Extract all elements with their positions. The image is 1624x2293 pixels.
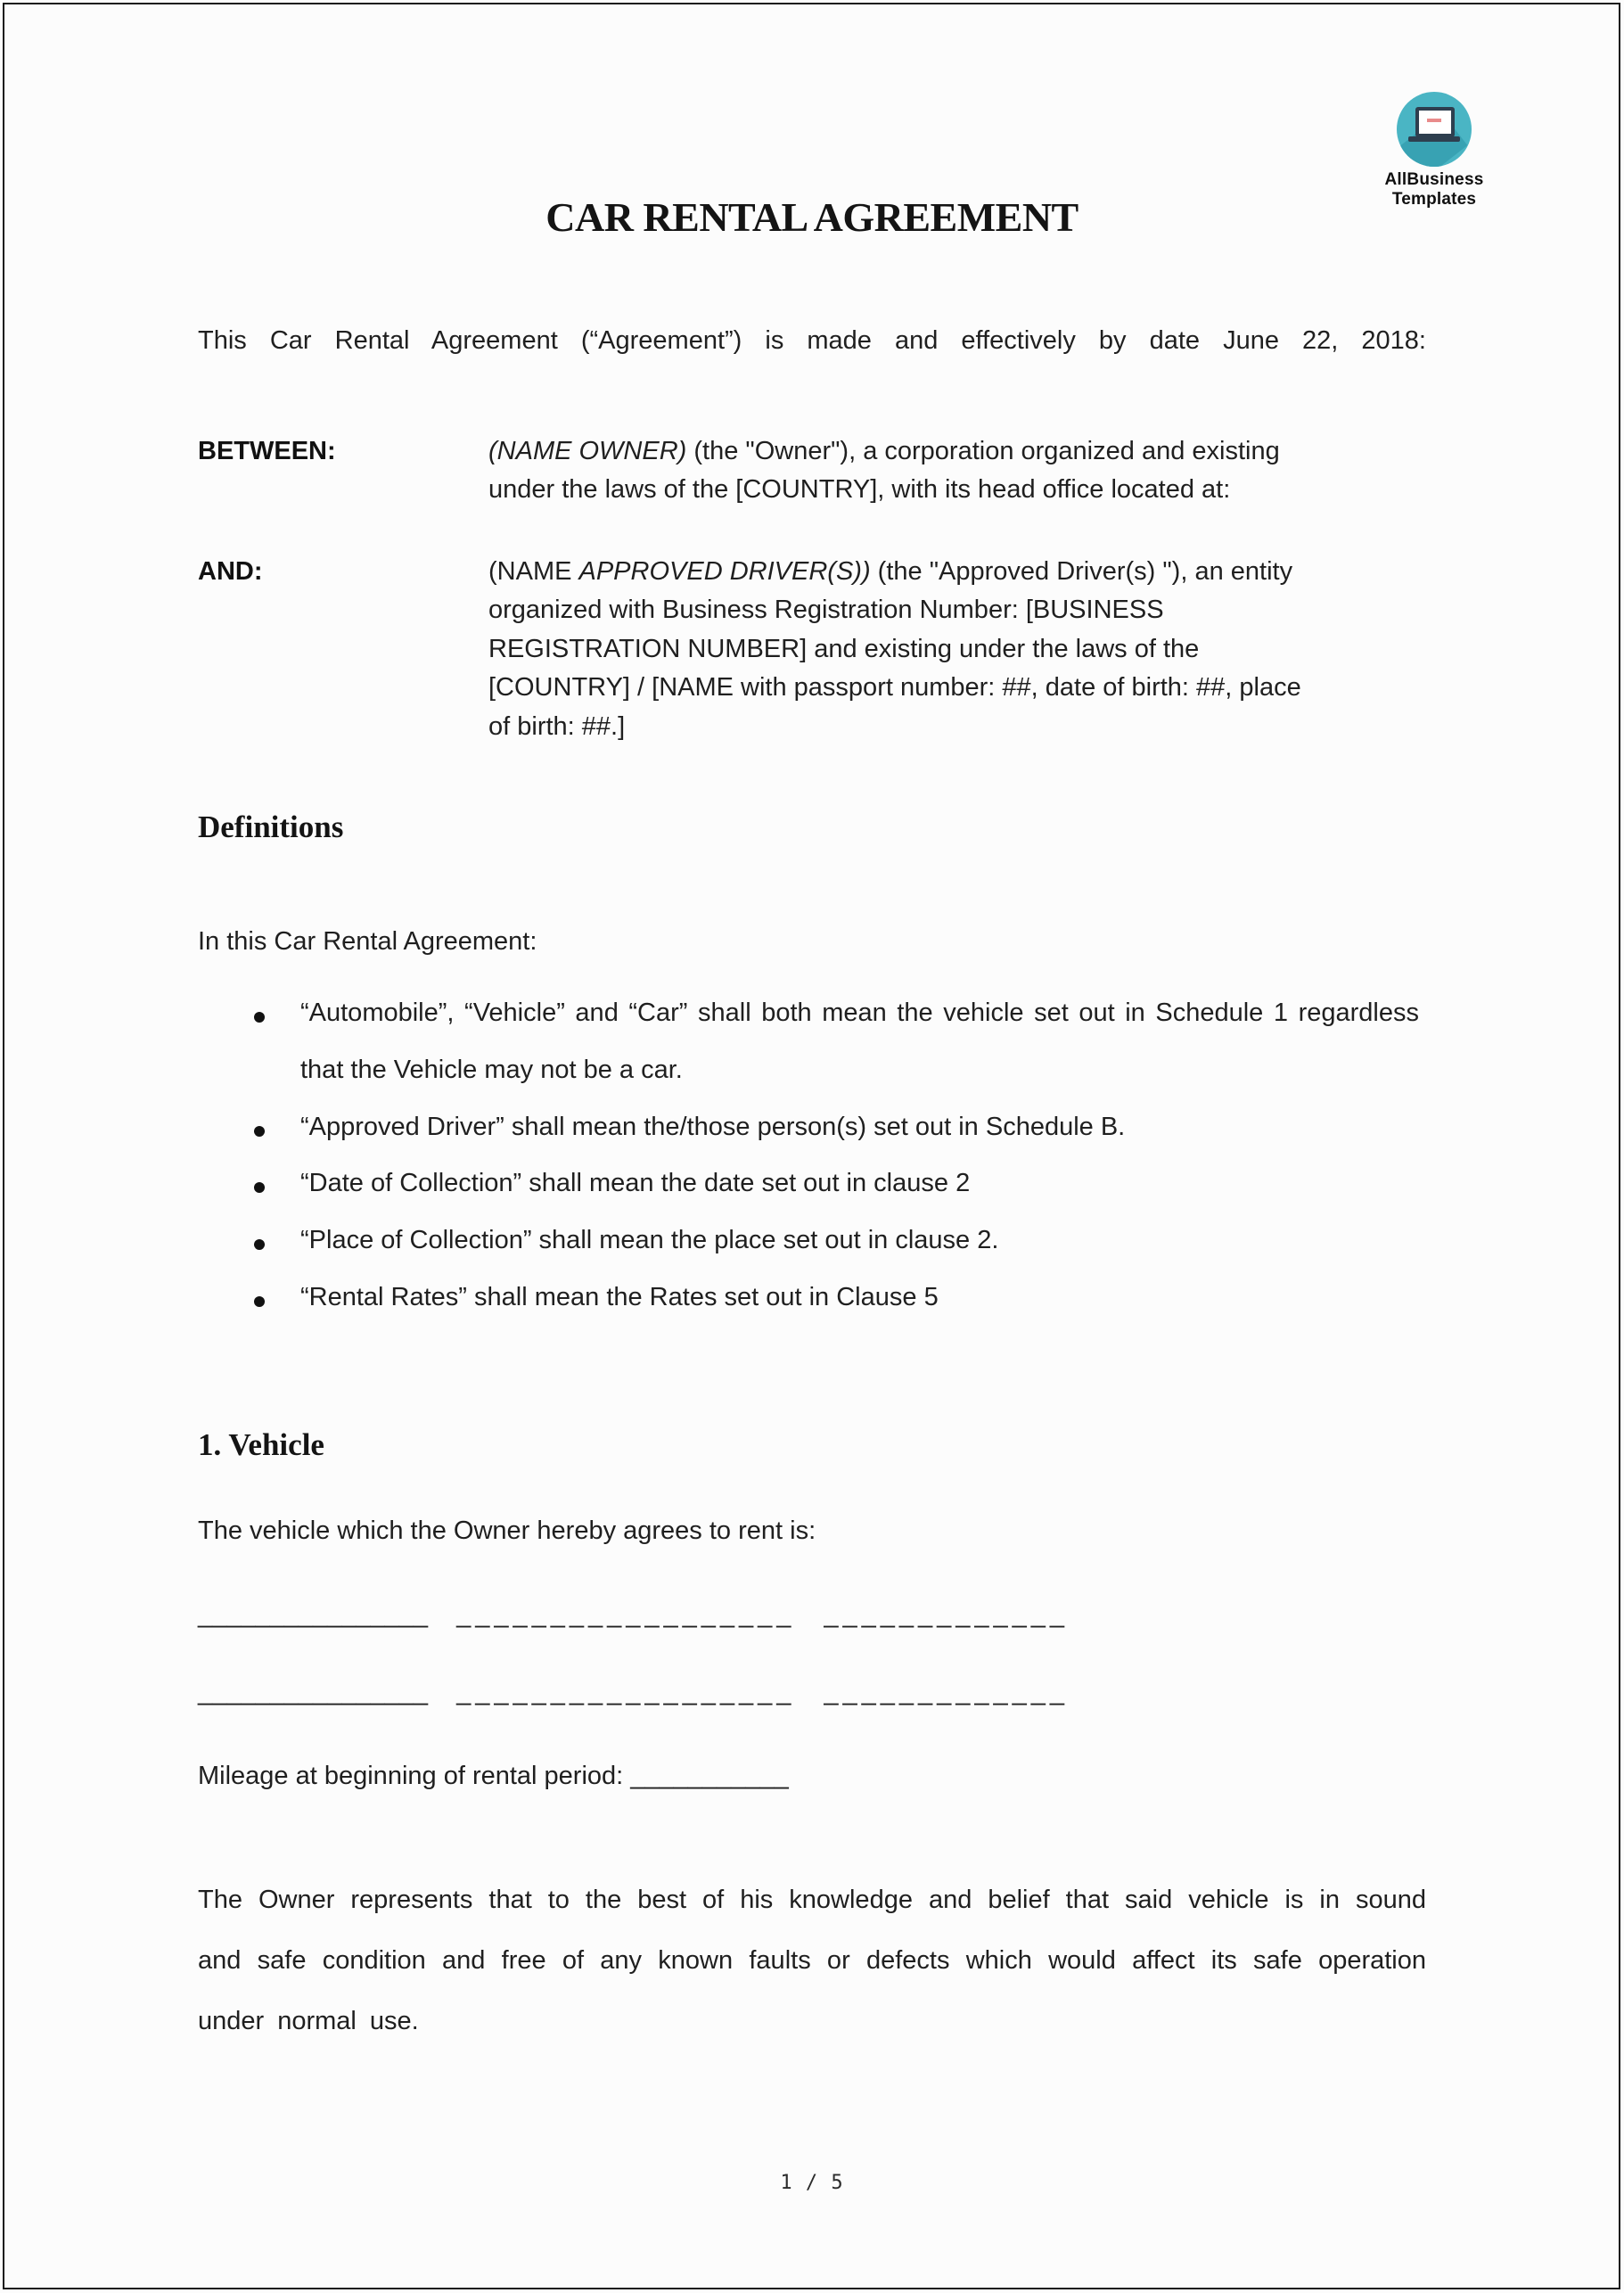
approved-driver-placeholder: APPROVED DRIVER(S)) [578, 556, 871, 586]
vehicle-lead: The vehicle which the Owner hereby agrees to rent is: [198, 1516, 816, 1545]
document-content [198, 0, 1426, 2051]
fill-in-blank: ________________ [198, 1678, 429, 1707]
page-number: 1 / 5 [780, 2172, 844, 2194]
fill-in-blank: _____________ [824, 1599, 1070, 1629]
and-clause [198, 553, 1426, 747]
between-text-rest: (the "Owner"), a corporation organized and existing under the laws of the [COUNTRY], with its head office located at: [488, 436, 1280, 505]
vehicle-section-heading: 1. Vehicle [198, 1426, 324, 1462]
owner-representation-paragraph: The Owner represents that to the best of his knowledge and belief that said vehicle is in sound and safe condition and free of any known faults or defects which would affect its safe operation under normal use. [198, 1885, 1426, 2036]
and-label: AND: [198, 556, 263, 586]
owner-name-placeholder: (NAME OWNER) [488, 436, 687, 465]
between-clause [198, 432, 1426, 510]
definition-item: “Place of Collection” shall mean the place set out in clause 2. [252, 1212, 1419, 1270]
between-label: BETWEEN: [198, 436, 336, 465]
definitions-list [198, 985, 1426, 1327]
definitions-heading: Definitions [198, 810, 344, 845]
vehicle-blank-row [198, 1664, 1426, 1722]
mileage-blank: ___________ [630, 1762, 789, 1791]
document-title: CAR RENTAL AGREEMENT [545, 194, 1079, 240]
between-text [488, 432, 1326, 510]
fill-in-blank: __________________ [456, 1599, 796, 1629]
and-text-prefix: (NAME [488, 556, 579, 586]
definition-item: “Date of Collection” shall mean the date set out in clause 2 [252, 1155, 1419, 1212]
logo-brand-line2: Templates [1391, 190, 1477, 210]
and-text [488, 553, 1326, 747]
logo-brand-line1: AllBusiness [1384, 170, 1484, 189]
intro-paragraph: This Car Rental Agreement (“Agreement”) is made and effectively by date June 22, 2018: [198, 325, 1426, 355]
vehicle-blank-row [198, 1587, 1426, 1644]
fill-in-blank: _____________ [824, 1678, 1070, 1707]
definitions-lead: In this Car Rental Agreement: [198, 927, 537, 957]
and-text-rest: (the "Approved Driver(s) "), an entity organized with Business Registration Number: [BUSINESS REGISTRATION NUMBER] and existing under the laws of the [COUNTRY] / [NAME with passport number: ##, date of birth: ##, place of birth: ##.] [488, 556, 1301, 741]
mileage-label: Mileage at beginning of rental period: [198, 1762, 631, 1791]
definition-item: “Approved Driver” shall mean the/those person(s) set out in Schedule B. [252, 1099, 1419, 1156]
definition-item: “Automobile”, “Vehicle” and “Car” shall both mean the vehicle set out in Schedule 1 regardless that the Vehicle may not be a car. [252, 985, 1419, 1099]
definition-item: “Rental Rates” shall mean the Rates set out in Clause 5 [252, 1270, 1419, 1327]
mileage-line [198, 1748, 1426, 1805]
fill-in-blank: ________________ [198, 1599, 429, 1629]
fill-in-blank: __________________ [456, 1678, 796, 1707]
